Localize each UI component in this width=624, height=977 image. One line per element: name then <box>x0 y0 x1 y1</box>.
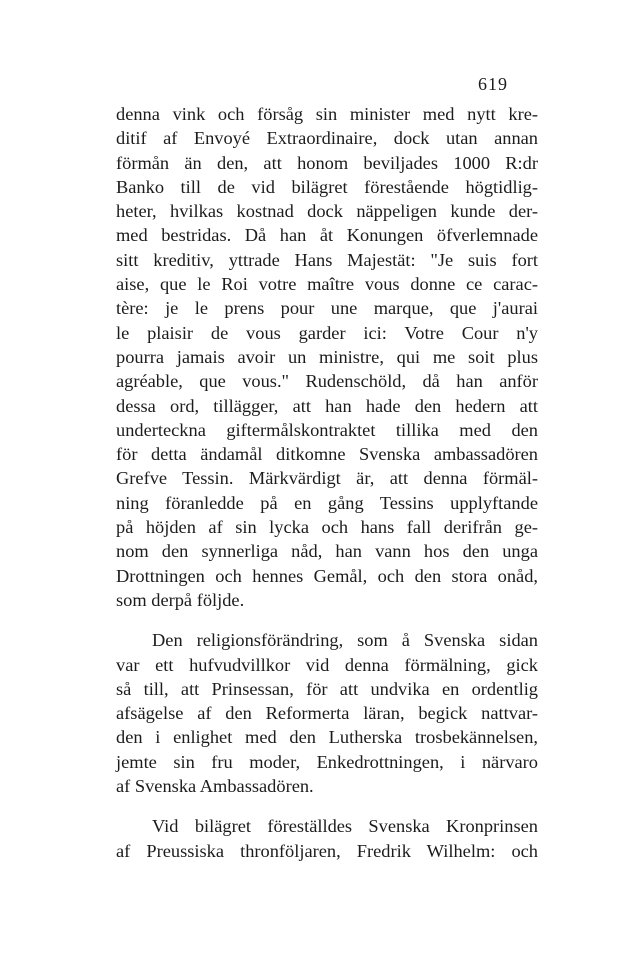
text-line: aise, que le Roi votre maître vous donne ce carac- <box>116 274 538 295</box>
paragraph <box>116 814 538 863</box>
text-line: underteckna giftermålskontraktet tillika med den <box>116 419 538 440</box>
text-line: nom den synnerliga nåd, han vann hos den unga <box>116 541 538 562</box>
text-line: le plaisir de vous garder ici: Votre Cour n'y <box>116 322 538 343</box>
text-line: som derpå följde. <box>116 589 245 610</box>
text-line: var ett hufvudvillkor vid denna förmälning, gick <box>116 654 538 675</box>
text-line: heter, hvilkas kostnad dock näppeligen kunde der- <box>116 201 538 222</box>
paragraph <box>116 628 538 798</box>
text-line: på höjden af sin lycka och hans fall derifrån ge- <box>116 517 538 538</box>
text-line: tère: je le prens pour une marque, que j'aurai <box>116 298 538 319</box>
text-line: sitt kreditiv, yttrade Hans Majestät: "Je suis fort <box>116 249 538 270</box>
text-line: den i enlighet med den Lutherska trosbekännelsen, <box>116 727 538 748</box>
text-line: så till, att Prinsessan, för att undvika en ordentlig <box>116 678 538 699</box>
paragraph <box>116 102 538 612</box>
text-line: Grefve Tessin. Märkvärdigt är, att denna förmäl- <box>116 468 538 489</box>
text-line: af Svenska Ambassadören. <box>116 776 314 797</box>
text-line: för detta ändamål ditkomne Svenska ambassadören <box>116 444 538 465</box>
body-text <box>116 102 538 863</box>
text-line: ning föranledde på en gång Tessins upplyftande <box>116 492 538 513</box>
text-line: jemte sin fru moder, Enkedrottningen, i närvaro <box>116 751 538 772</box>
text-line: dessa ord, tillägger, att han hade den hedern att <box>116 395 538 416</box>
text-line: Den religionsförändring, som å Svenska sidan <box>152 630 538 651</box>
text-line: denna vink och försåg sin minister med nytt kre- <box>116 104 538 124</box>
text-line: Drottningen och hennes Gemål, och den stora onåd, <box>116 565 538 586</box>
paragraph-gap <box>116 612 538 628</box>
text-line: Vid bilägret föreställdes Svenska Kronprinsen <box>152 816 538 837</box>
text-line: agréable, que vous." Rudenschöld, då han anför <box>116 371 538 392</box>
text-line: ditif af Envoyé Extraordinaire, dock utan annan <box>116 128 538 149</box>
text-line: pourra jamais avoir un ministre, qui me soit plus <box>116 346 538 367</box>
text-line: af Preussiska thronföljaren, Fredrik Wilhelm: och <box>116 840 538 861</box>
paragraph-gap <box>116 798 538 814</box>
text-line: med bestridas. Då han åt Konungen öfverlemnade <box>116 225 538 246</box>
text-line: afsägelse af den Reformerta läran, begick nattvar- <box>116 703 538 724</box>
page-number: 619 <box>478 74 508 94</box>
text-line: förmån än den, att honom beviljades 1000 R:dr <box>116 152 538 173</box>
text-line: Banko till de vid bilägret förestående högtidlig- <box>116 176 538 197</box>
